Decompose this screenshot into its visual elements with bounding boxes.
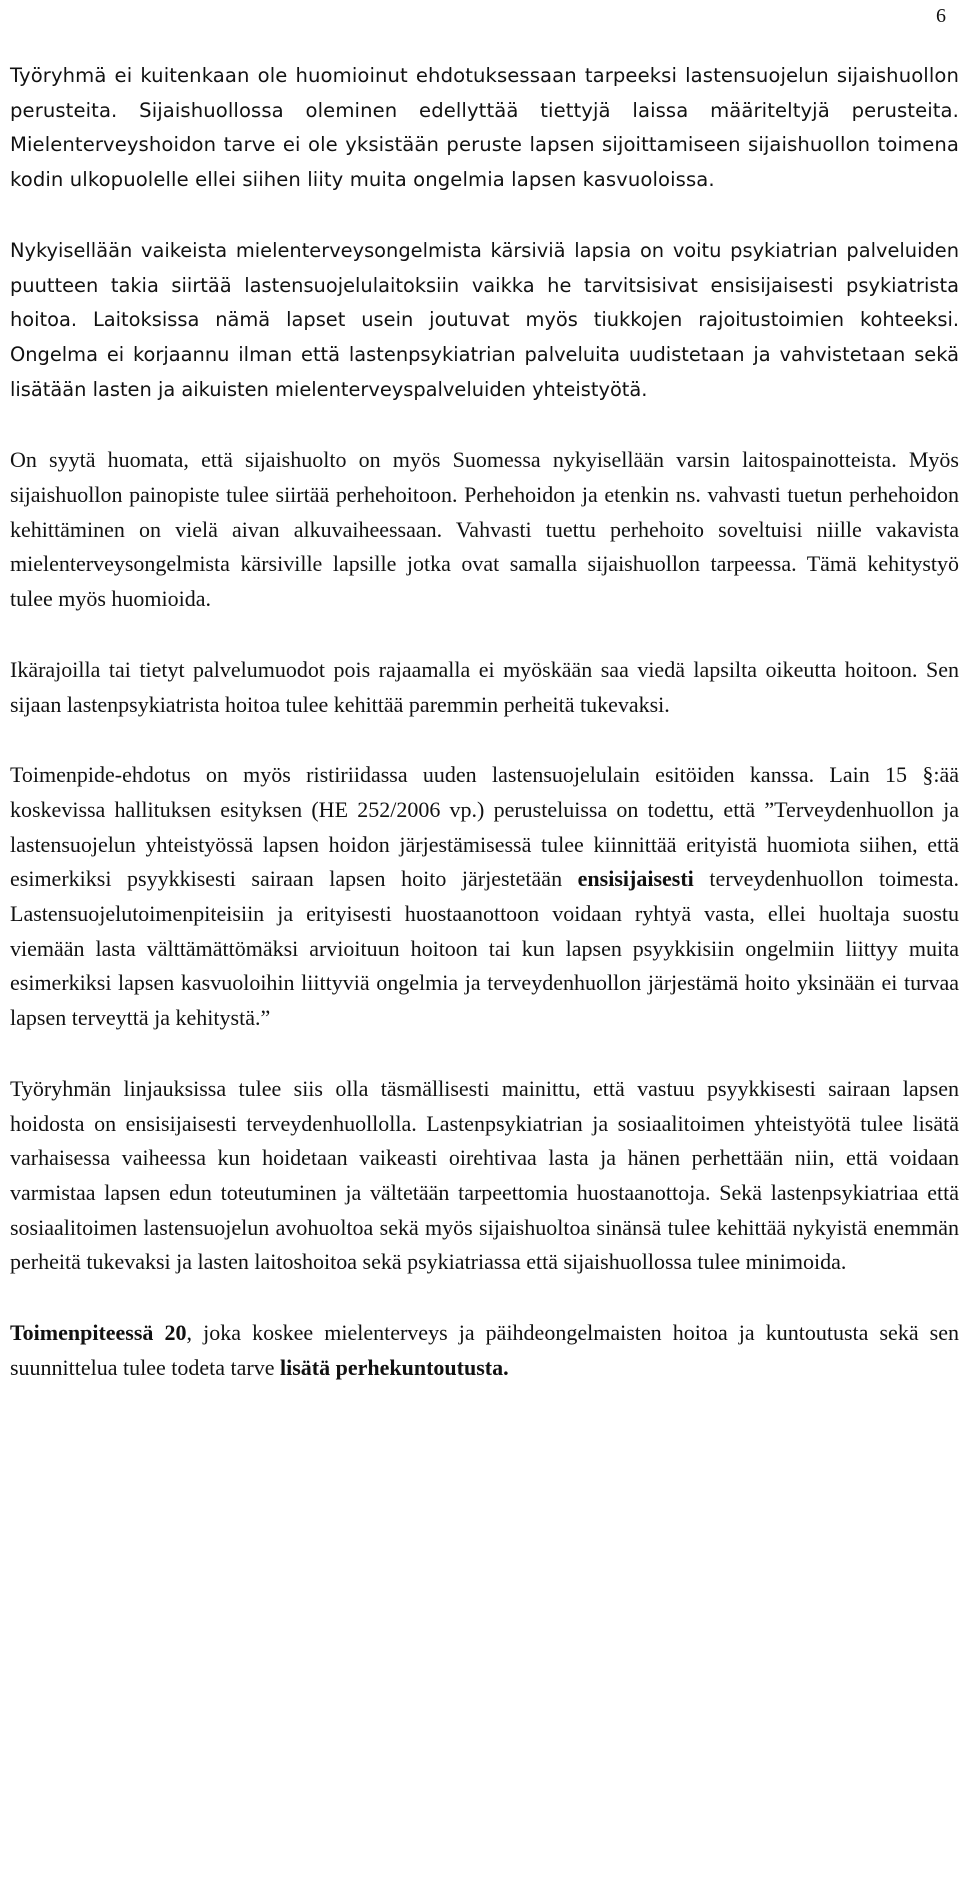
paragraph-6 — [10, 1072, 959, 1280]
paragraph-4 — [10, 653, 959, 722]
document-body — [10, 59, 959, 1386]
measure-reference: Toimenpiteessä 20 — [10, 1320, 187, 1346]
paragraph-1 — [10, 59, 959, 198]
text-run: Toimenpide-ehdotus on myös ristiriidassa uuden lastensuojelulain esitöiden kanssa. Lain 15 §:ää koskevissa hallituksen esityksen (HE 252/2006 vp.) perusteluissa on todettu, että ”Terveydenhuollon ja lastensuojelun yhteistyössä lapsen hoidon järjestämisessä tulee kiinnittää erityistä huomiota siihen, että esimerkiksi psyykkisesti sairaan lapsen hoito järjestetään — [10, 762, 959, 892]
text-run: Nykyisellään vaikeista mielenterveysongelmista kärsiviä lapsia on voitu psykiatrian palveluiden puutteen takia siirtää lastensuojelulaitoksiin vaikka he tarvitsisivat ensisijaisesti psykiatrista hoitoa. Laitoksissa nämä lapset usein joutuvat myös tiukkojen rajoitustoimien kohteeksi. Ongelma ei korjaannu ilman että lastenpsykiatrian palveluita uudistetaan ja vahvistetaan sekä lisätään lasten ja aikuisten mielenterveyspalveluiden yhteistyötä. — [10, 238, 959, 401]
emphasis-ensisijaisesti: ensisijaisesti — [577, 866, 694, 892]
paragraph-7 — [10, 1316, 959, 1385]
paragraph-2 — [10, 234, 959, 408]
page-number: 6 — [936, 5, 946, 27]
emphasis-recommendation: lisätä perhekuntoutusta. — [280, 1354, 509, 1380]
text-run: Ikärajoilla tai tietyt palvelumuodot pois rajaamalla ei myöskään saa viedä lapsilta oikeutta hoitoon. Sen sijaan lastenpsykiatrista hoitoa tulee kehittää paremmin perheitä tukevaksi. — [10, 656, 959, 717]
text-run: On syytä huomata, että sijaishuolto on myös Suomessa nykyisellään varsin laitospainotteista. Myös sijaishuollon painopiste tulee siirtää perhehoitoon. Perhehoidon ja etenkin ns. vahvasti tuetun perhehoidon kehittäminen on vielä aivan alkuvaiheessaan. Vahvasti tuettu perhehoito soveltuisi niille vakavista mielenterveysongelmista kärsiville lapsille jotka ovat samalla sijaishuollon tarpeessa. Tämä kehitystyö tulee myös huomioida. — [10, 447, 959, 612]
text-run: Työryhmän linjauksissa tulee siis olla täsmällisesti mainittu, että vastuu psyykkisesti sairaan lapsen hoidosta on ensisijaisesti terveydenhuollolla. Lastenpsykiatrian ja sosiaalitoimen yhteistyötä tulee lisätä varhaisessa vaiheessa kun hoidetaan vaikeasti oirehtivaa lasta ja hänen perhettään niin, että voidaan varmistaa lapsen edun toteutuminen ja vältetään tarpeettomia huostaanottoja. Sekä lastenpsykiatriaa että sosiaalitoimen lastensuojelun avohuoltoa sekä myös sijaishuoltoa sinänsä tulee kehittää nykyistä enemmän perheitä tukevaksi ja lasten laitoshoitoa sekä psykiatriassa että sijaishuollossa tulee minimoida. — [10, 1075, 959, 1275]
text-run: , joka koskee mielenterveys ja päihdeongelmaisten hoitoa ja kuntoutusta sekä sen suunnittelua tulee todeta tarve — [10, 1320, 960, 1380]
text-run: terveydenhuollon toimesta. Lastensuojelutoimenpiteisiin ja erityisesti huostaanottoon voidaan ryhtyä vasta, ellei huoltaja suostu viemään lasta välttämättömäksi arvioituun hoitoon tai kun lapsen psyykkisiin ongelmiin liittyy muita esimerkiksi lapsen kasvuoloihin liittyviä ongelmia ja terveydenhuollon järjestämä hoito yksinään ei turvaa lapsen terveyttä ja kehitystä.” — [10, 866, 959, 1031]
paragraph-5 — [10, 758, 959, 1036]
text-run: Työryhmä ei kuitenkaan ole huomioinut ehdotuksessaan tarpeeksi lastensuojelun sijaishuollon perusteita. Sijaishuollossa oleminen edellyttää tiettyjä laissa määriteltyjä perusteita. Mielenterveyshoidon tarve ei ole yksistään peruste lapsen sijoittamiseen sijaishuollon toimena kodin ulkopuolelle ellei siihen liity muita ongelmia lapsen kasvuoloissa. — [10, 64, 959, 192]
paragraph-3 — [10, 443, 959, 617]
